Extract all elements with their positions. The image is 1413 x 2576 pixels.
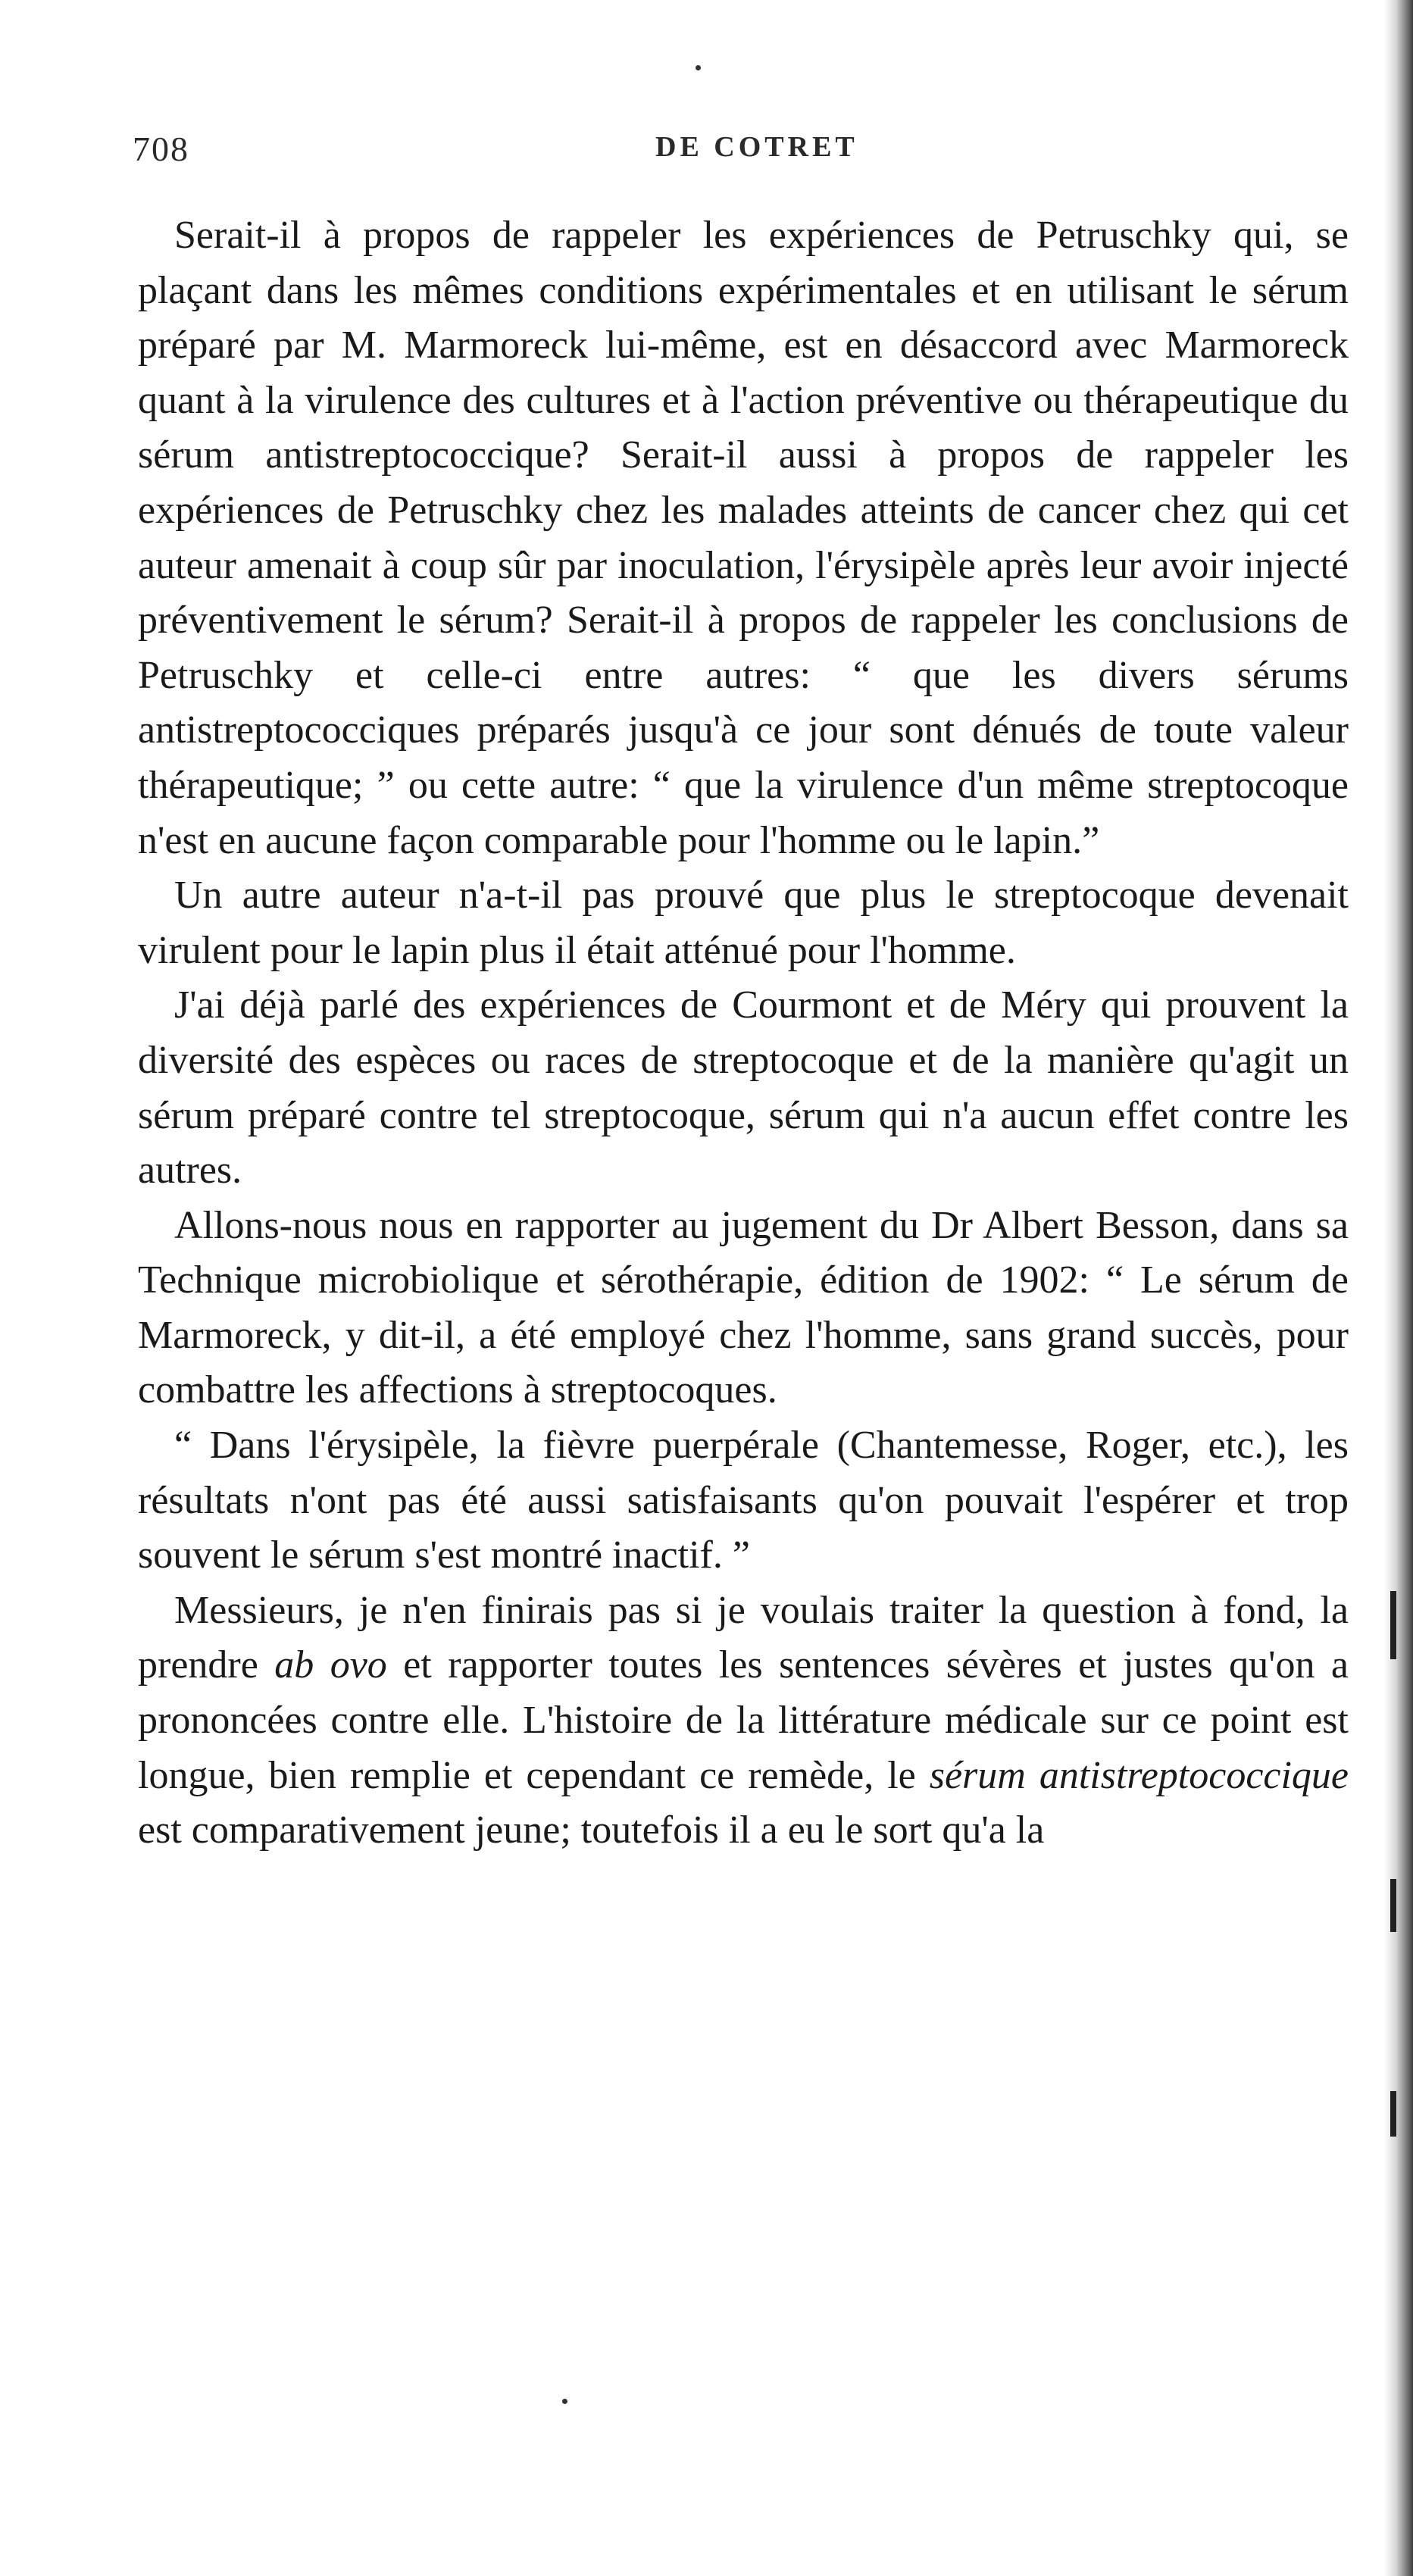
paragraph-1-text: Serait-il à propos de rappeler les expériences de Petruschky qui, se plaçant dans les mêmes conditions expérimentales et en utilisant le sérum préparé par M. Marmoreck lui-même, est en désaccord avec Marmoreck quant à la virulence des cultures et à l'action préventive ou thérapeutique du sérum antistreptococcique? Serait-il aussi à propos de rappeler les expériences de Petruschky chez les malades atteints de cancer chez qui cet auteur amenait à coup sûr par inoculation, l'érysipèle après leur avoir injecté préventivement le sérum? Serait-il à propos de rappeler les conclusions de Petruschky et celle-ci entre autres: “ que les divers sérums antistreptococciques préparés jusqu'à ce jour sont dénués de toute valeur thérapeutique; ” ou cette autre: “ que la virulence d'un même streptocoque n'est en aucune façon comparable pour l'homme ou le lapin.” [138, 214, 1349, 862]
paragraph-6-text-start: Messieurs, je n'en finirais pas si je voulais traiter la question à fond, la prendre [138, 1588, 1349, 1687]
body-text [138, 208, 1349, 1859]
paragraph-3-text: J'ai déjà parlé des expériences de Courmont et de Méry qui prouvent la diversité des espèces ou races de streptocoque et de la manière qu'agit un sérum préparé contre tel streptocoque, sérum qui n'a aucun effet contre les autres. [138, 983, 1349, 1193]
paragraph-3 [138, 978, 1349, 1198]
paragraph-6 [138, 1583, 1349, 1859]
page-speck [696, 65, 701, 70]
running-head: DE COTRET [655, 131, 858, 163]
paragraph-2 [138, 868, 1349, 978]
page-header [133, 129, 1345, 182]
paragraph-6-text-end: est comparativement jeune; toutefois il a eu le sort qu'a la [138, 1809, 1045, 1852]
paragraph-4-text: Allons-nous nous en rapporter au jugement du Dr Albert Besson, dans sa Technique microbiolique et sérothérapie, édition de 1902: “ Le sérum de Marmoreck, y dit-il, a été employé chez l'homme, sans grand succès, pour combattre les affections à streptocoques. [138, 1203, 1349, 1412]
paragraph-2-text: Un autre auteur n'a-t-il pas prouvé que plus le streptocoque devenait virulent pour le lapin plus il était atténué pour l'homme. [138, 874, 1349, 972]
paragraph-4 [138, 1199, 1349, 1418]
page-number: 708 [133, 130, 189, 168]
paragraph-1 [138, 208, 1349, 868]
italic-phrase-ab-ovo: ab ovo [274, 1643, 387, 1687]
page-speck [562, 2399, 567, 2404]
page-edge-mark [1390, 2091, 1396, 2137]
paragraph-5 [138, 1418, 1349, 1583]
page-edge-mark [1390, 1879, 1396, 1932]
page-edge-shadow [1384, 0, 1413, 2576]
paragraph-6-text-middle: et rapporter toutes les sentences sévères et justes qu'on a prononcées contre elle. L'histoire de la littérature médicale sur ce point est longue, bien remplie et cependant ce remède, le [138, 1643, 1349, 1797]
paragraph-5-text: “ Dans l'érysipèle, la fièvre puerpérale (Chantemesse, Roger, etc.), les résultats n'ont pas été aussi satisfaisants qu'on pouvait l'espérer et trop souvent le sérum s'est montré inactif. ” [138, 1424, 1349, 1577]
italic-phrase-serum: sérum antistreptococcique [929, 1753, 1349, 1797]
page-edge-mark [1390, 1591, 1396, 1659]
